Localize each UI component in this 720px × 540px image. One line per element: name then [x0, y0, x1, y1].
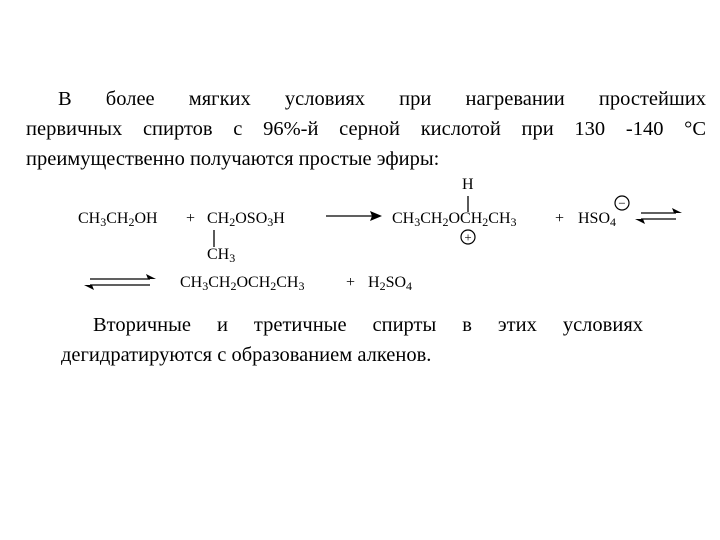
- negative-charge-icon: [615, 196, 629, 211]
- paragraph-intro-line-1: В более мягких условиях при нагревании простейших: [58, 88, 706, 110]
- product-diethyl-ether: $CH_3CH_2OCH_2CH_3$: [180, 274, 305, 293]
- product-oxonium-ion: $CH_3CH_2OCH_2CH_3$: [392, 210, 517, 229]
- plus-sign-3: +: [346, 274, 356, 291]
- positive-charge-icon: [461, 230, 475, 245]
- svg-text:+: +: [464, 229, 472, 245]
- equilibrium-arrow-icon-top: [635, 208, 682, 224]
- oxonium-hydrogen: H: [462, 176, 474, 193]
- product-hydrogen-sulfate: $HSO_4$: [578, 210, 617, 229]
- reactant-ethyl-sulfuric-acid: $CH_2OSO_3H$: [207, 210, 285, 229]
- reactant-ethanol: $CH_3CH_2OH$: [78, 210, 158, 229]
- reactant-branch-methyl: $CH_3$: [207, 246, 236, 265]
- paragraph-secondary-line-1: Вторичные и третичные спирты в этих условиях: [93, 314, 643, 336]
- plus-sign-2: +: [555, 210, 565, 227]
- paragraph-intro-line-3: преимущественно получаются простые эфиры:: [26, 148, 440, 170]
- plus-sign-1: +: [186, 210, 196, 227]
- svg-text:−: −: [618, 195, 626, 211]
- paragraph-secondary-line-2: дегидратируются с образованием алкенов.: [61, 344, 432, 366]
- equilibrium-arrow-icon-bottom: [84, 274, 156, 290]
- product-sulfuric-acid: $H_2SO_4$: [368, 274, 413, 293]
- paragraph-secondary: [61, 310, 643, 370]
- paragraph-intro-line-2: первичных спиртов с 96%-й серной кислотой при 130 -140 °С: [26, 118, 706, 140]
- forward-arrow-icon: [326, 211, 382, 221]
